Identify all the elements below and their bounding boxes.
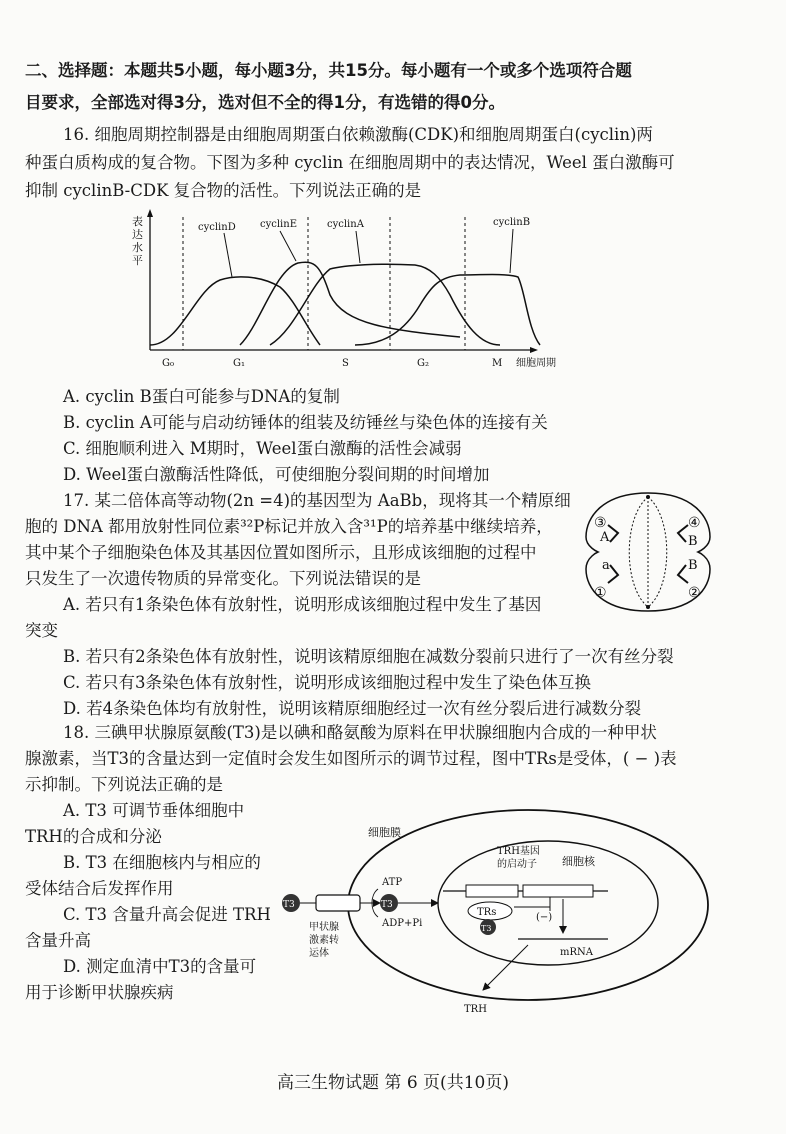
cell-membrane	[348, 810, 708, 1000]
cyclin-expression-chart	[120, 205, 620, 375]
q17-option-d: D. 若4条染色体均有放射性，说明该精原细胞经过一次有丝分裂后进行减数分裂	[63, 699, 642, 718]
label-promoter-line2: 的启动子	[497, 859, 537, 870]
x-axis-label: 细胞周期	[516, 358, 556, 369]
section-header-line2: 目要求，全部选对得3分，选对但不全的得1分，有选错的得0分。	[25, 93, 505, 112]
label-chromosome-3: ③	[594, 515, 607, 531]
label-transporter-line2: 激素转	[309, 935, 339, 946]
gene-B-bottom: B	[688, 558, 698, 573]
label-cell-membrane: 细胞膜	[368, 826, 401, 839]
q17-option-b: B. 若只有2条染色体有放射性，说明该精原细胞在减数分裂前只进行了一次有丝分裂	[63, 647, 674, 666]
label-cyclinE: cyclinE	[260, 219, 297, 230]
series-cyclinB	[355, 275, 540, 346]
nucleus	[438, 841, 658, 965]
leader-cyclinE	[280, 231, 296, 261]
q18-stem-line3: 示抑制。下列说法正确的是	[25, 775, 223, 794]
q16-stem-line2: 种蛋白质构成的复合物。下图为多种 cyclin 在细胞周期中的表达情况，Weel 蛋白激酶可	[25, 153, 675, 172]
label-inhibit: (−)	[536, 912, 553, 923]
spindle-right	[648, 497, 667, 607]
label-atp: ATP	[382, 877, 403, 888]
q18-stem-line2: 腺激素，当T3的含量达到一定值时会发生如图所示的调节过程，图中TRs是受体，( − )表	[25, 749, 677, 768]
q16-option-c: C. 细胞顺利进入 M期时，Weel蛋白激酶的活性会减弱	[63, 439, 462, 458]
series-cyclinE	[240, 262, 460, 345]
chromosome-4	[678, 525, 688, 542]
label-trs: TRs	[477, 907, 497, 918]
q18-option-c-line1: C. T3 含量升高会促进 TRH	[63, 905, 271, 924]
leader-cyclinA	[356, 231, 360, 263]
t3-label-outside: T3	[283, 900, 295, 910]
label-cyclinD: cyclinD	[198, 222, 236, 233]
q18-option-c-line2: 含量升高	[25, 931, 91, 950]
q17-option-a-line2: 突变	[25, 621, 58, 640]
label-cyclinB: cyclinB	[493, 217, 531, 228]
t3-regulation-diagram	[278, 805, 718, 1020]
q16-option-b: B. cyclin A可能与启动纺锤体的组装及纺锤丝与染色体的连接有关	[63, 413, 548, 432]
page-footer: 高三生物试题 第 6 页(共10页)	[277, 1073, 509, 1093]
tick-s: S	[342, 358, 349, 369]
q17-stem-line1: 17. 某二倍体高等动物(2n =4)的基因型为 AaBb，现将其一个精原细	[63, 491, 571, 510]
q17-stem-line3: 其中某个子细胞染色体及其基因位置如图所示，且形成该细胞的过程中	[25, 543, 537, 562]
translation-arrow	[483, 945, 528, 990]
chromosome-3	[608, 525, 618, 542]
q16-option-d: D. Weel蛋白激酶活性降低，可使细胞分裂间期的时间增加	[63, 465, 490, 484]
tick-m: M	[492, 358, 503, 369]
q16-option-a: A. cyclin B蛋白可能参与DNA的复制	[63, 387, 340, 406]
q16-stem-line1: 16. 细胞周期控制器是由细胞周期蛋白依赖激酶(CDK)和细胞周期蛋白(cyclin)两	[63, 125, 653, 144]
tick-g1: G₁	[233, 358, 245, 369]
q17-stem-line2: 胞的 DNA 都用放射性同位素³²P标记并放入含³¹P的培养基中继续培养，	[25, 517, 553, 536]
gene-A: A	[600, 530, 610, 545]
chromosome-2	[678, 565, 688, 583]
trh-promoter-box	[466, 885, 518, 897]
section-header-line1: 二、选择题：本题共5小题，每小题3分，共15分。每小题有一个或多个选项符合题	[25, 61, 632, 80]
tick-g0: G₀	[162, 358, 174, 369]
leader-cyclinD	[224, 233, 232, 277]
leader-cyclinB	[510, 229, 513, 273]
spindle-left	[629, 497, 648, 607]
label-promoter-line1: TRH基因	[497, 846, 540, 857]
t3-label-bound: T3	[481, 924, 492, 933]
q18-option-b-line2: 受体结合后发挥作用	[25, 879, 174, 898]
y-label-char-2: 达	[132, 228, 143, 241]
label-transporter-line3: 运体	[309, 948, 329, 959]
gene-B-top: B	[688, 534, 698, 549]
t3-label-inside: T3	[381, 900, 393, 910]
y-label-char-4: 平	[132, 254, 143, 267]
x-axis-arrow	[530, 347, 538, 353]
label-mrna: mRNA	[560, 947, 593, 958]
q17-option-c: C. 若只有3条染色体有放射性，说明形成该细胞过程中发生了染色体互换	[63, 673, 592, 692]
y-label-char-3: 水	[132, 241, 143, 254]
series-cyclinD	[150, 277, 320, 345]
gene-a: a	[602, 558, 610, 573]
label-chromosome-1: ①	[594, 585, 607, 601]
q18-option-a-line2: TRH的合成和分泌	[25, 827, 162, 846]
label-chromosome-4: ④	[688, 515, 701, 531]
q18-option-a-line1: A. T3 可调节垂体细胞中	[63, 801, 245, 820]
q18-option-d-line2: 用于诊断甲状腺疾病	[25, 983, 174, 1002]
q18-stem-line1: 18. 三碘甲状腺原氨酸(T3)是以碘和酪氨酸为原料在甲状腺细胞内合成的一种甲状	[63, 723, 657, 742]
y-axis-arrow	[147, 209, 153, 217]
thyroid-hormone-transporter	[316, 895, 360, 911]
dividing-cell-figure	[578, 487, 718, 617]
q17-stem-line4: 只发生了一次遗传物质的异常变化。下列说法错误的是	[25, 569, 421, 588]
label-chromosome-2: ②	[688, 585, 701, 601]
q18-option-b-line1: B. T3 在细胞核内与相应的	[63, 853, 261, 872]
tick-g2: G₂	[417, 358, 429, 369]
q16-stem-line3: 抑制 cyclinB-CDK 复合物的活性。下列说法正确的是	[25, 181, 422, 200]
y-axis-label	[132, 214, 143, 267]
y-label-char-1: 表	[132, 215, 143, 228]
label-nucleus: 细胞核	[562, 855, 595, 868]
label-transporter-line1: 甲状腺	[309, 922, 339, 933]
label-cyclinA: cyclinA	[327, 219, 364, 230]
label-trh: TRH	[464, 1004, 487, 1015]
q18-option-d-line1: D. 测定血清中T3的含量可	[63, 957, 257, 976]
label-adp: ADP+Pi	[382, 918, 423, 929]
trh-gene-box	[523, 885, 593, 897]
q17-option-a-line1: A. 若只有1条染色体有放射性，说明形成该细胞过程中发生了基因	[63, 595, 542, 614]
